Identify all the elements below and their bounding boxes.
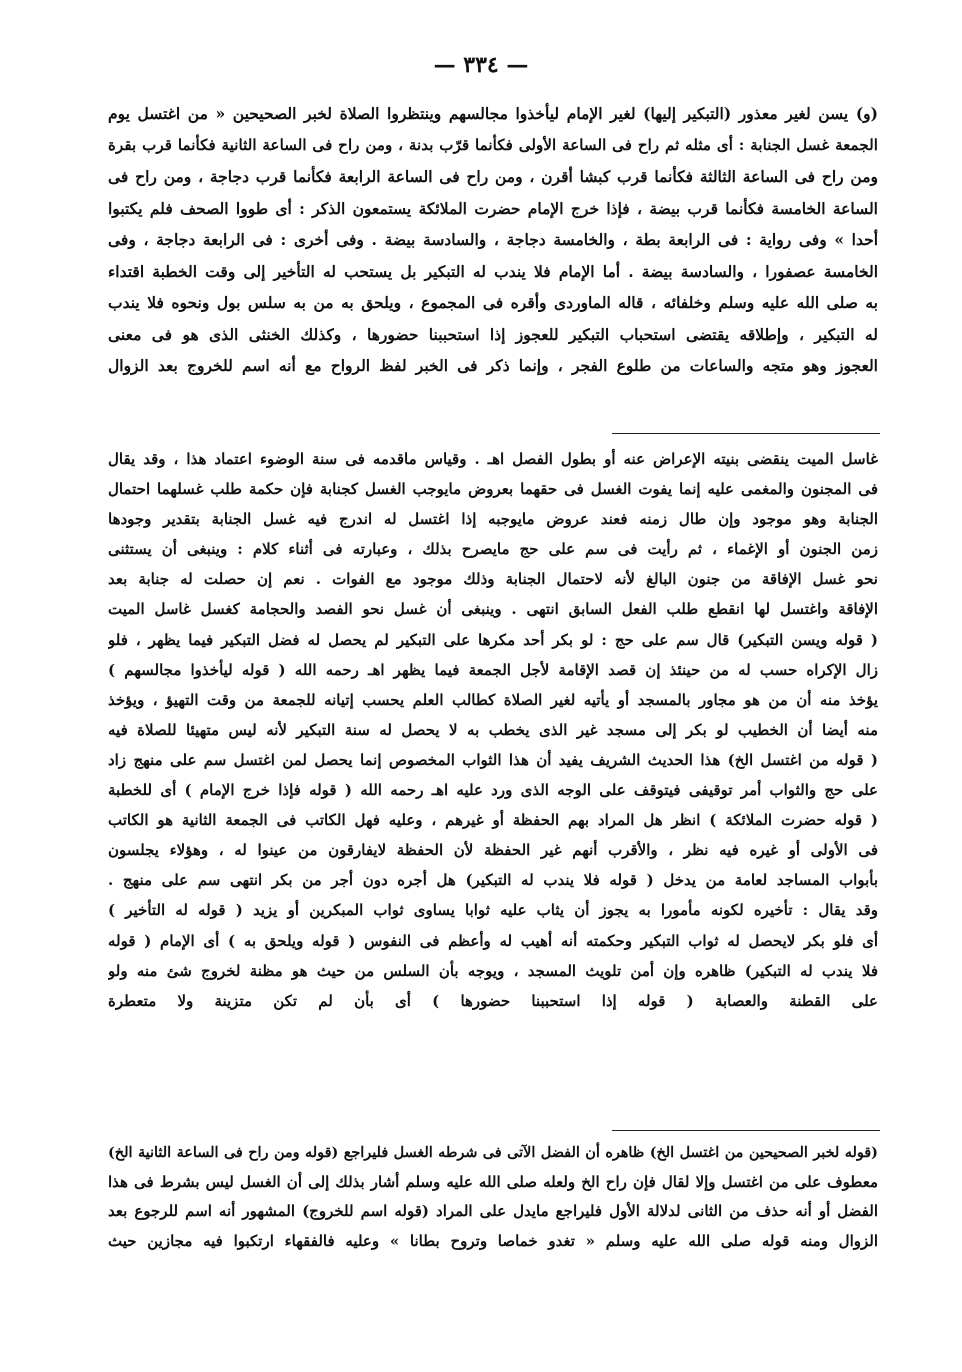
commentary-section-2: [108, 1138, 878, 1256]
footnote-divider: [612, 1130, 880, 1131]
footnote-line: (قوله لخبر الصحيحين من اغتسل الخ) ظاهره أن الفضل الآتى فى شرطه الغسل فليراجع (قوله ومن راح فى الساعة الثانية الخ): [108, 1144, 878, 1161]
commentary-line: أى فلو بكر لايحصل له ثواب التبكير وحكمته أنه أهيب له وأعظم فى النفوس ( قوله ويلحق به ) أى الإمام ( قوله: [108, 931, 878, 950]
commentary-section-1: [108, 444, 878, 1016]
footnote-line: الفضل أو أنه حذف من الثانى لدلالة الأول فليراجع مايدل على المراد (قوله اسم للخروج) المشهور أنه اسم للرجوع بعد: [108, 1202, 878, 1220]
commentary-divider: [612, 433, 880, 434]
commentary-line: ( قوله ويسن التبكير) قال سم على حج : لو بكر أحد مكرها على التبكير لم يحصل له فضل التبكير فيما يظهر ، فلو: [108, 630, 878, 649]
commentary-line: الإفاقة واغتسل لها انقطع طلب الفعل السابق انتهى . وينبغى أن غسل نحو الفصد والحجامة كغسل غاسل الميت: [108, 600, 878, 619]
main-text-line: الجمعة غسل الجنابة : أى مثله ثم راح فى الساعة الأولى فكأنما قرّب بدنة ، ومن راح فى الساعة الثانية فكأنما قرب بقرة: [108, 135, 878, 154]
commentary-line: فى المجنون والمغمى عليه إنما يفوت الغسل فى حقهما بعروض مايوجب الغسل كجنابة فإن حكمة طلب غسلهما احتمال: [108, 480, 878, 499]
main-text-line: به صلى الله عليه وسلم وخلفائه ، قاله الماوردى وأقره فى المجموع ، ويلحق به من به سلس بول ونحوه فلا يندب: [108, 293, 878, 312]
commentary-line: فى الأولى أو غيره فيه نظر ، والأقرب أنهم غير الحفظة لأن الحفظة لايفارقون من عينوا له ، وهؤلاء يجلسون: [108, 841, 878, 860]
commentary-line: وقد يقال : تأخيره لكونه مأمورا به يجوز أن يثاب عليه ثوابا يساوى ثواب المبكرين أو يزيد ( قوله له التأخير ): [108, 901, 878, 920]
commentary-line: زمن الجنون أو الإغماء ، ثم رأيت فى سم على حج مايصرح بذلك ، وعبارته فى أثناء كلام : وينبغى أن يستثنى: [108, 540, 878, 559]
page-number: — ٣٣٤ —: [433, 52, 529, 78]
main-text-line: الساعة الخامسة فكأنما قرب بيضة ، فإذا خرج الإمام حضرت الملائكة يستمعون الذكر : أى طووا الصحف فلم يكتبوا: [108, 198, 878, 218]
commentary-line: نحو غسل الإفاقة من جنون البالغ لأنه لاحتمال الجنابة وذلك موجود مع الفوات . نعم إن حصلت له جنابة بعد: [108, 570, 878, 589]
footnote-line: معطوف على من اغتسل وإلا لقال فإن راح الخ ولعله صلى الله عليه وسلم أشار بذلك إلى أن الغسل ليس بشرط فى هذا: [108, 1172, 878, 1191]
footnote-line: الزوال ومنه قوله صلى الله عليه وسلم « تغدو خماصا وتروح بطانا » وعليه فالفقهاء ارتكبوا فيه مجازين حيث: [108, 1231, 878, 1250]
commentary-line: ( قوله حضرت الملائكة ) انظر هل المراد بهم الحفظة أو غيرهم ، وعليه فهل الكاتب فى الجمعة الثانية هو الكاتب: [108, 811, 878, 830]
commentary-line: على القطنة والعصابة ( قوله إذا استحببنا حضورها ) أى بأن لم تكن متزينة ولا متعطرة: [108, 991, 878, 1010]
commentary-line: على حج والثواب أمر توقيفى فيتوقف على الوجه الذى ورد عليه اهـ رحمه الله ( قوله فإذا خرج الإمام ) أى للخطبة: [108, 781, 878, 800]
main-text: [108, 98, 878, 382]
main-text-line: (و) يسن لغير معذور (التبكير إليها) لغير الإمام ليأخذوا مجالسهم وينتظروا الصلاة لخبر الصحيحين « من اغتسل يوم: [108, 104, 878, 123]
main-text-line: أحدا » وفى رواية : فى الرابعة بطة ، والخامسة دجاجة ، والسادسة بيضة . وفى أخرى : فى الرابعة دجاجة ، وفى: [108, 230, 878, 249]
main-text-line: ومن راح فى الساعة الثالثة فكأنما قرب كبشا أقرن ، ومن راح فى الساعة الرابعة فكأنما قرب دجاجة ، ومن راح فى: [108, 167, 878, 186]
main-text-line: الخامسة عصفورا ، والسادسة بيضة . أما الإمام فلا يندب له التبكير بل يستحب له التأخير إلى وقت الخطبة اقتداء: [108, 261, 878, 281]
main-text-line: العجوز وهو متجه والساعات من طلوع الفجر ، وإنما ذكر فى الخبر لفظ الرواح مع أنه اسم للخروج بعد الزوال: [108, 356, 878, 375]
main-text-line: له التبكير ، وإطلاقه يقتضى استحباب التبكير للعجوز إذا استحببنا حضورها ، وكذلك الخنثى الذى هو فى معنى: [108, 324, 878, 344]
commentary-line: ( قوله من اغتسل الخ) هذا الحديث الشريف يفيد أن هذا الثواب المخصوص إنما يحصل لمن اغتسل سم على منهج زاد: [108, 750, 878, 769]
commentary-line: منه أيضا أن الخطيب لو بكر إلى مسجد غير الذى يخطب به لا يحصل له سنة التبكير لأنه ليس متهيئا للصلاة فيه: [108, 720, 878, 739]
commentary-line: الجنابة وهو موجود وإن طال زمنه فعند عروض مايوجبه إذا اغتسل له اندرج فيه غسل الجنابة بتقدير وجودها: [108, 510, 878, 529]
commentary-line: بأبواب المساجد لعامة من يدخل ( قوله فلا يندب له التبكير) هل أجره دون أجر من بكر انتهى سم على منهج .: [108, 871, 878, 890]
commentary-line: غاسل الميت ينقضى بنيته الإعراض عنه أو بطول الفصل اهـ . وقياس ماقدمه فى سنة الوضوء اعتماد هذا ، وقد يقال: [108, 450, 878, 468]
commentary-line: زال الإكراه حسب له من حينئذ إن قصد الإقامة لأجل الجمعة فيما يظهر اهـ رحمه الله ( قوله ليأخذوا مجالسهم ): [108, 660, 878, 679]
commentary-line: يؤخذ منه أن من هو مجاور بالمسجد أو يأتيه لغير الصلاة كطالب العلم يحسب إتيانه للجمعة من وقت التهيؤ ، ويؤخذ: [108, 690, 878, 709]
commentary-line: فلا يندب له التبكير) ظاهره وإن أمن تلويث المسجد ، ويوجه بأن السلس من حيث هو مظنة لخروج شئ منه ولو: [108, 961, 878, 980]
